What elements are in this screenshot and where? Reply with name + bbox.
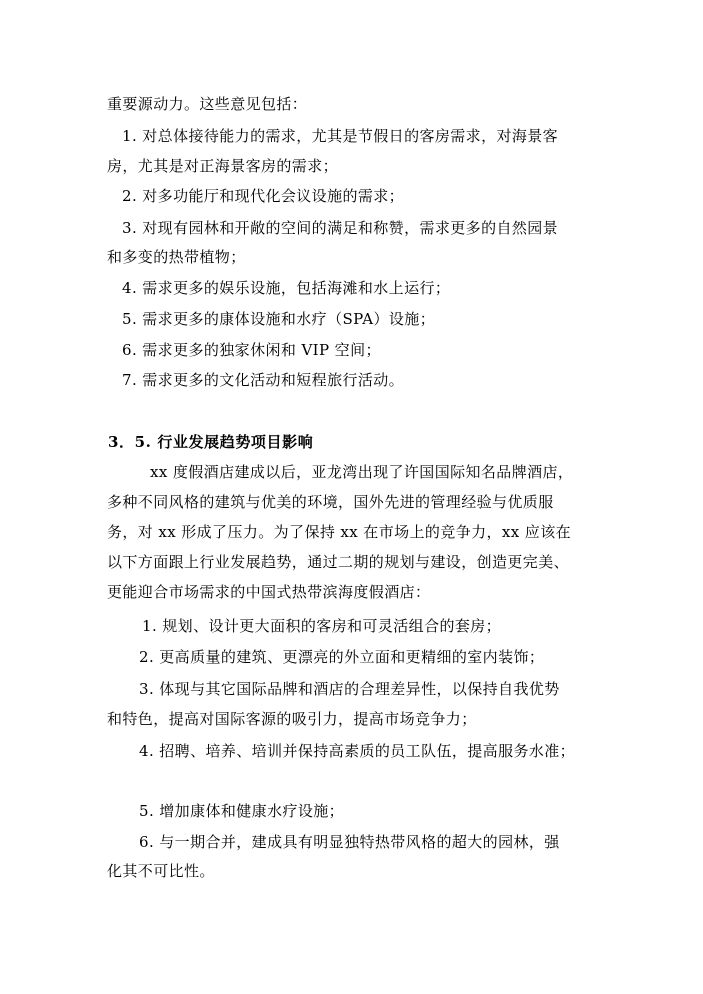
paragraph-line: 务，对 xx 形成了压力。为了保持 xx 在市场上的竞争力，xx 应该在 xyxy=(107,523,571,541)
list-item: 2. 更高质量的建筑、更漂亮的外立面和更精细的室内装饰； xyxy=(139,648,545,666)
list-item: 3. 对现有园林和开敞的空间的满足和称赞，需求更多的自然园景 xyxy=(122,219,559,237)
intro-text: 重要源动力。这些意见包括： xyxy=(107,95,308,113)
section-heading: 3．5. 行业发展趋势项目影响 xyxy=(108,433,314,451)
list-item: 5. 增加康体和健康水疗设施； xyxy=(139,802,345,820)
list-item: 4. 招聘、培养、培训并保持高素质的员工队伍，提高服务水准； xyxy=(139,742,576,760)
list-item: 1. 规划、设计更大面积的客房和可灵活组合的套房； xyxy=(142,617,502,635)
list-item: 2. 对多功能厅和现代化会议设施的需求； xyxy=(122,187,405,205)
list-item-continuation: 房，尤其是对正海景客房的需求； xyxy=(107,157,339,175)
list-item-continuation: 和多变的热带植物； xyxy=(107,248,246,266)
list-item: 5. 需求更多的康体设施和水疗（SPA）设施； xyxy=(122,310,436,328)
paragraph-line: xx 度假酒店建成以后，亚龙湾出现了许国国际知名品牌酒店， xyxy=(150,463,574,481)
list-item-continuation: 和特色，提高对国际客源的吸引力，提高市场竞争力； xyxy=(107,710,477,728)
list-item: 6. 与一期合并，建成具有明显独特热带风格的超大的园林，强 xyxy=(139,833,560,851)
list-item: 7. 需求更多的文化活动和短程旅行活动。 xyxy=(122,371,405,389)
paragraph-line: 多种不同风格的建筑与优美的环境，国外先进的管理经验与优质服 xyxy=(107,493,554,511)
paragraph-line: 更能迎合市场需求的中国式热带滨海度假酒店： xyxy=(107,583,431,601)
list-item-continuation: 化其不可比性。 xyxy=(107,862,215,880)
list-item: 4. 需求更多的娱乐设施，包括海滩和水上运行； xyxy=(122,279,451,297)
list-item: 6. 需求更多的独家休闲和 VIP 空间； xyxy=(122,341,381,359)
paragraph-line: 以下方面跟上行业发展趋势，通过二期的规划与建设，创造更完美、 xyxy=(107,553,570,571)
list-item: 3. 体现与其它国际品牌和酒店的合理差异性，以保持自我优势 xyxy=(139,680,560,698)
list-item: 1. 对总体接待能力的需求，尤其是节假日的客房需求，对海景客 xyxy=(122,127,559,145)
